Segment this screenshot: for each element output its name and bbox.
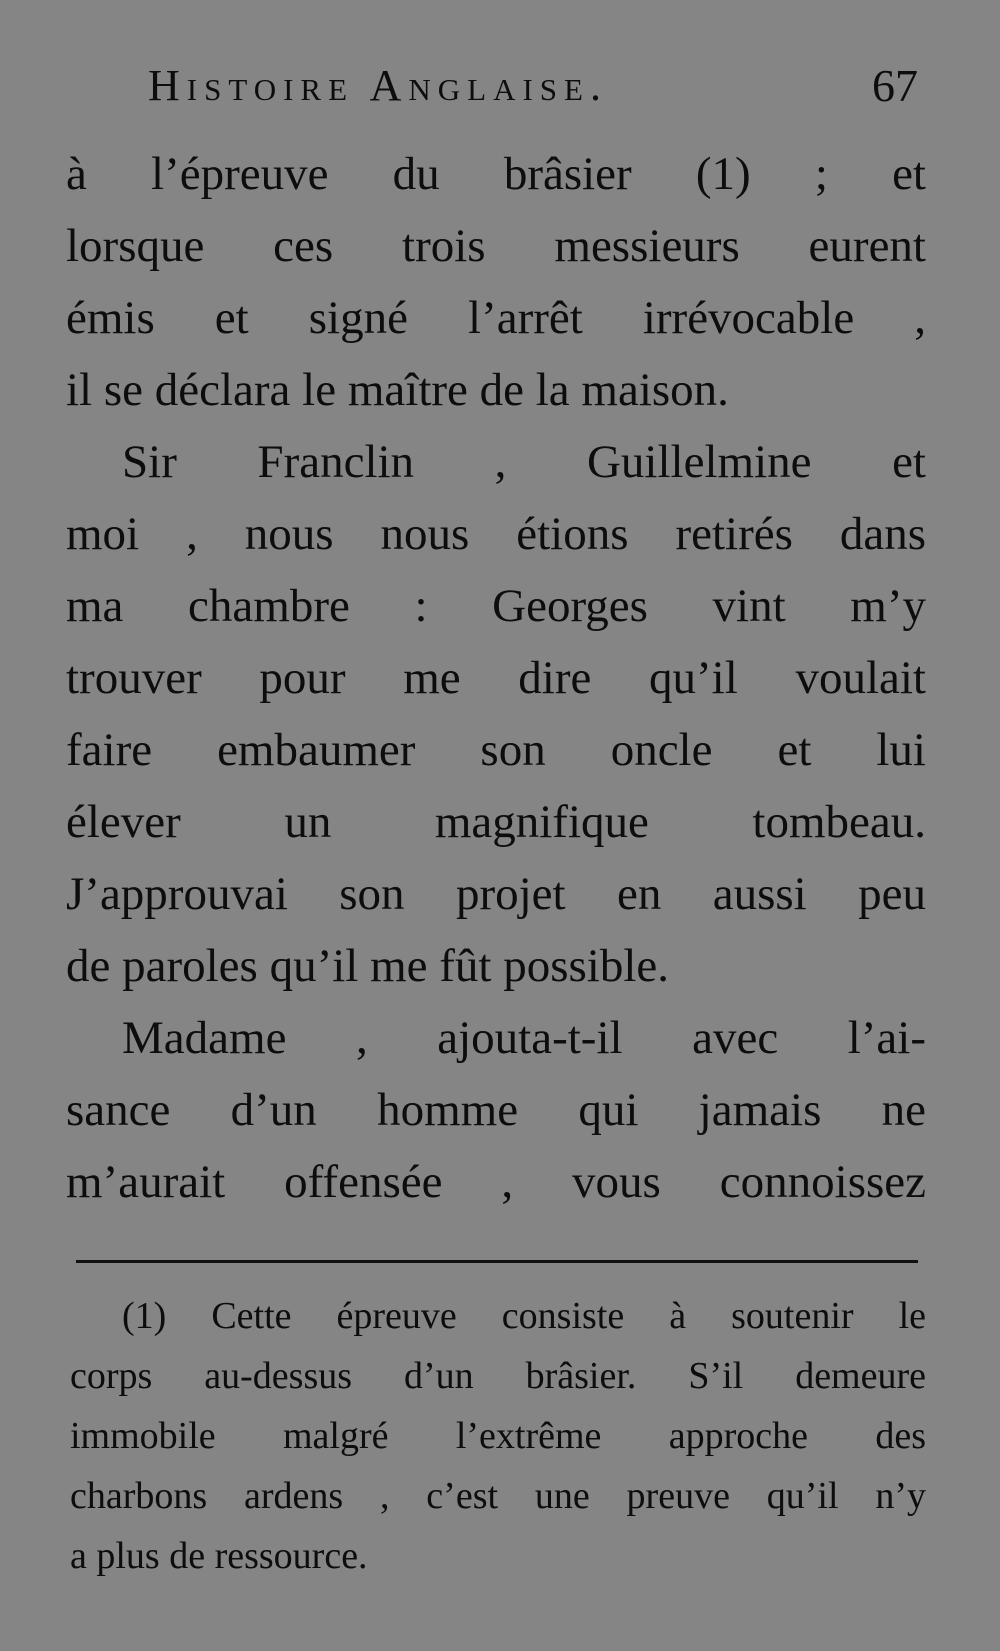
body-text — [66, 138, 926, 1218]
text-line: m’aurait offensée , vous connoissez — [66, 1156, 926, 1208]
text-line: émis et signé l’arrêt irrévocable , — [66, 292, 926, 344]
footnote-line: corps au-dessus d’un brâsier. S’il demeure — [70, 1355, 926, 1397]
text-line: lorsque ces trois messieurs eurent — [66, 220, 926, 272]
footnote-line: charbons ardens , c’est une preuve qu’il n’y — [70, 1475, 926, 1517]
text-line: de paroles qu’il me fût possible. — [66, 940, 670, 992]
footnote — [70, 1286, 926, 1586]
text-line: Sir Franclin , Guillelmine et — [122, 436, 926, 488]
running-title: Histoire Anglaise. — [148, 61, 608, 110]
footnote-line: immobile malgré l’extrême approche des — [70, 1415, 926, 1457]
page-number: 67 — [872, 60, 918, 111]
text-line: moi , nous nous étions retirés dans — [66, 508, 926, 560]
text-line: ma chambre : Georges vint m’y — [66, 580, 926, 632]
footnote-line: a plus de ressource. — [70, 1535, 368, 1577]
text-line: il se déclara le maître de la maison. — [66, 364, 729, 416]
footnote-line: (1) Cette épreuve consiste à soutenir le — [122, 1295, 926, 1337]
running-head — [148, 56, 918, 116]
text-line: Madame , ajouta-t-il avec l’ai- — [122, 1012, 926, 1064]
text-line: faire embaumer son oncle et lui — [66, 724, 926, 776]
text-line: élever un magnifique tombeau. — [66, 796, 926, 848]
text-line: trouver pour me dire qu’il voulait — [66, 652, 926, 704]
text-line: J’approuvai son projet en aussi peu — [66, 868, 926, 920]
footnote-divider — [76, 1260, 918, 1263]
text-line: sance d’un homme qui jamais ne — [66, 1084, 926, 1136]
text-line: à l’épreuve du brâsier (1) ; et — [66, 148, 926, 200]
